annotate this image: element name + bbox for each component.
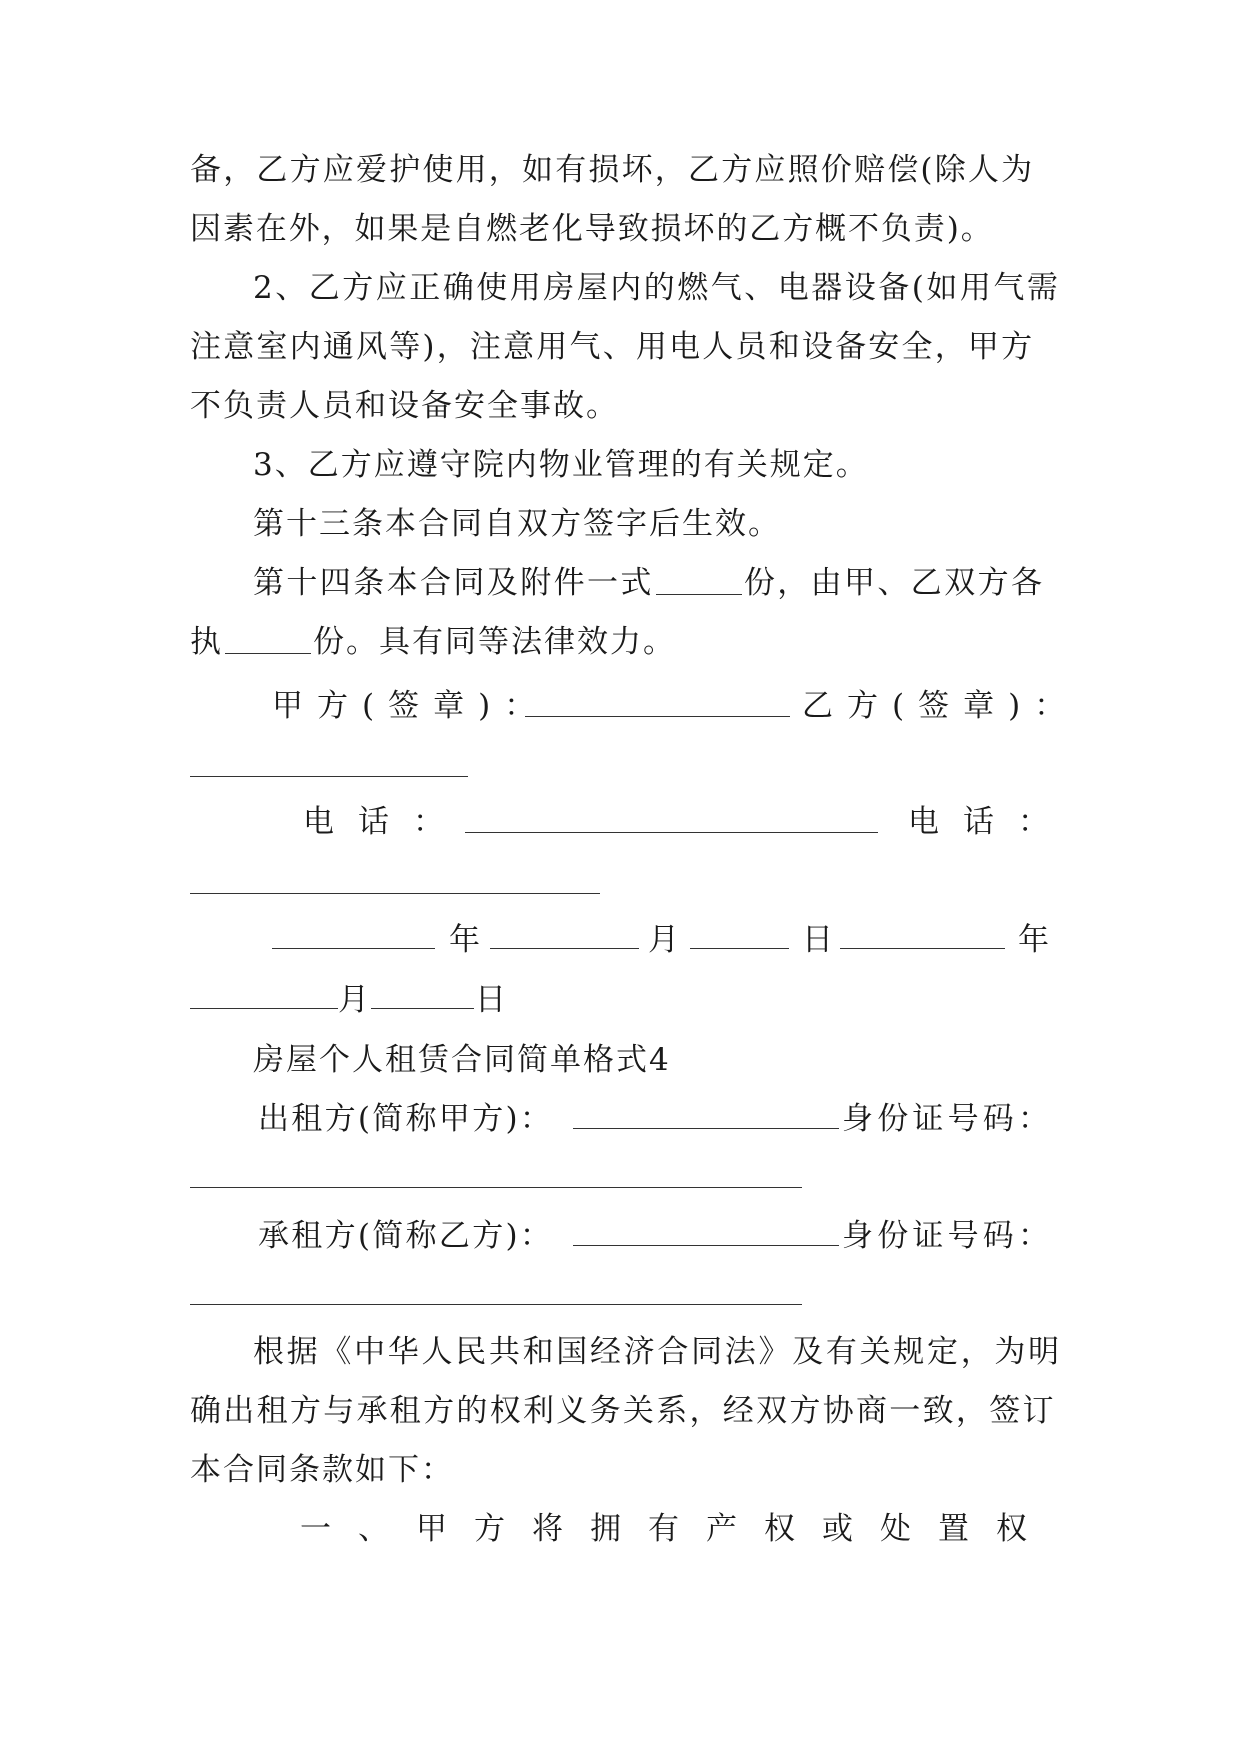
article-14-line — [253, 563, 1044, 603]
text-line: 本合同条款如下： — [190, 1452, 454, 1488]
text-segment: 份，由甲、乙双方各 — [743, 565, 1045, 601]
text-line: 备，乙方应爱护使用，如有损坏，乙方应照价赔偿(除人为 — [190, 152, 1035, 188]
party-b-signature-label: 乙方(签章)： — [802, 688, 1080, 724]
phone-label-b: 电话： — [908, 804, 1073, 840]
text-segment: 执 — [190, 624, 223, 660]
text-line: 不负责人员和设备安全事故。 — [190, 388, 619, 424]
text-line: 确出租方与承租方的权利义务关系，经双方协商一致，签订 — [190, 1393, 1056, 1429]
clause-1-line: 一、甲方将拥有产权或处置权 — [300, 1511, 1054, 1547]
lessor-id-label: 身份证号码： — [842, 1101, 1054, 1137]
date-day-blank — [690, 948, 789, 949]
text-line: 第十三条本合同自双方签字后生效。 — [253, 506, 781, 542]
date-month-label: 月 — [648, 922, 679, 958]
date-month-blank-b — [190, 1008, 338, 1009]
date-month-label-b: 月 — [338, 982, 369, 1018]
date-day-label: 日 — [802, 922, 833, 958]
lessor-label: 出租方(简称甲方)： — [258, 1101, 554, 1137]
date-month-blank — [490, 948, 639, 949]
date-day-label-b: 日 — [475, 982, 506, 1018]
phone-b-blank — [190, 893, 600, 894]
text-line: 根据《中华人民共和国经济合同法》及有关规定，为明 — [253, 1334, 1062, 1370]
text-segment: 份。具有同等法律效力。 — [313, 624, 676, 660]
article-14-line-2 — [190, 622, 676, 662]
party-b-signature-blank — [190, 776, 468, 777]
text-line: 注意室内通风等)，注意用气、用电人员和设备安全，甲方 — [190, 329, 1035, 365]
lessee-id-blank — [190, 1304, 802, 1305]
text-line: 2、乙方应正确使用房屋内的燃气、电器设备(如用气需 — [253, 270, 1061, 306]
lessor-id-blank — [190, 1187, 802, 1188]
date-year-blank-b — [840, 948, 1005, 949]
copies-blank — [656, 568, 742, 595]
date-year-label: 年 — [449, 922, 480, 958]
phone-a-blank — [465, 832, 878, 833]
date-year-label-b: 年 — [1018, 922, 1049, 958]
party-a-signature-label: 甲方(签章)： — [272, 688, 550, 724]
lessee-id-label: 身份证号码： — [842, 1218, 1054, 1254]
text-line: 因素在外，如果是自燃老化导致损坏的乙方概不负责)。 — [190, 211, 994, 247]
section-heading: 房屋个人租赁合同简单格式4 — [253, 1042, 671, 1078]
copies-blank — [225, 627, 311, 654]
date-day-blank-b — [371, 1008, 474, 1009]
text-line: 3、乙方应遵守院内物业管理的有关规定。 — [253, 447, 869, 483]
phone-label-a: 电话： — [303, 804, 468, 840]
lessor-name-blank — [573, 1128, 839, 1129]
lessee-label: 承租方(简称乙方)： — [258, 1218, 554, 1254]
lessee-name-blank — [573, 1245, 839, 1246]
date-year-blank — [272, 948, 435, 949]
text-segment: 第十四条本合同及附件一式 — [253, 565, 654, 601]
party-a-signature-blank — [525, 716, 790, 717]
